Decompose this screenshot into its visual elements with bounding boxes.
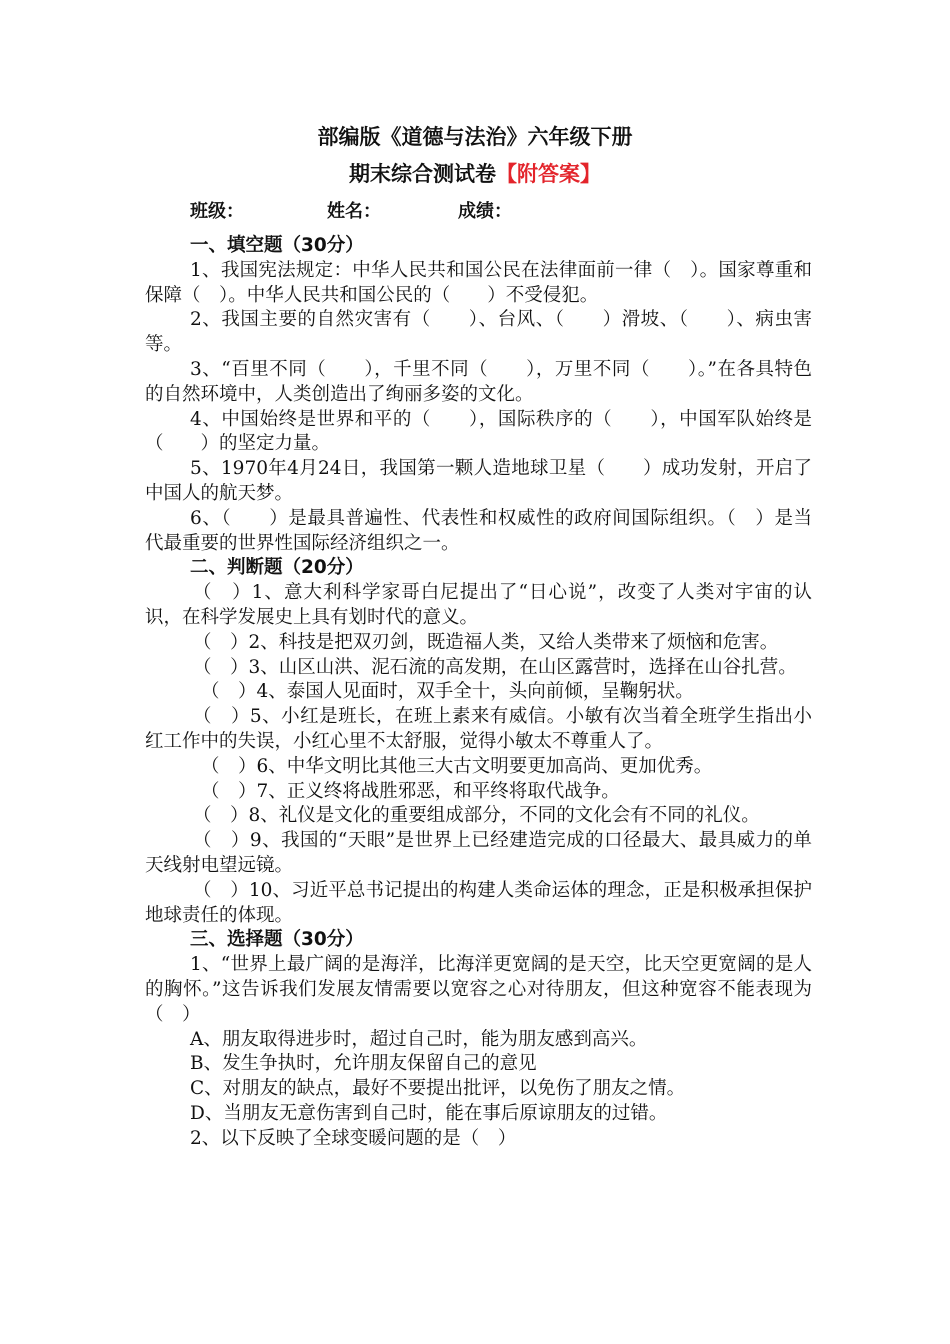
judge-question: （ ）9、我国的“天眼”是世界上已经建造完成的口径最大、最具威力的单天线射电望远镜。	[145, 830, 812, 876]
judge-question: （ ）2、科技是把双刃剑，既造福人类，又给人类带来了烦恼和危害。	[193, 631, 779, 653]
choice-question-stem: 1、“世界上最广阔的是海洋，比海洋更宽阔的是天空，比天空更宽阔的是人的胸怀。”这告诉我们发展友情需要以宽容之心对待朋友，但这种宽容不能表现为（ ）	[145, 954, 812, 1025]
choice-question-stem: 2、以下反映了全球变暖问题的是（ ）	[190, 1127, 517, 1149]
student-info-row	[190, 199, 512, 225]
fill-question: 6、（ ）是最具普遍性、代表性和权威性的政府间国际组织。（ ）是当代最重要的世界性国际经济组织之一。	[145, 507, 812, 554]
judge-question: （ ）10、习近平总书记提出的构建人类命运体的理念，正是积极承担保护地球责任的体现。	[145, 879, 812, 926]
judge-question: （ ）3、山区山洪、泥石流的高发期，在山区露营时，选择在山谷扎营。	[193, 656, 797, 678]
fill-question: 2、我国主要的自然灾害有（ ）、台风、（ ）滑坡、（ ）、病虫害等。	[145, 309, 812, 356]
judge-question: （ ）8、礼仪是文化的重要组成部分，不同的文化会有不同的礼仪。	[193, 805, 760, 827]
title-line-2: 期末综合测试卷	[349, 162, 496, 186]
class-label: 班级：	[190, 201, 244, 222]
judge-question: （ ）4、泰国人见面时，双手全十，头向前倾，呈鞠躬状。	[201, 681, 694, 703]
fill-question: 5、1970年4月24日，我国第一颗人造地球卫星（ ）成功发射，开启了中国人的航天梦。	[145, 458, 812, 504]
page-title	[0, 123, 950, 151]
section-heading-judge: 二、判断题（20分）	[190, 557, 364, 579]
answer-key-highlight: 【附答案】	[496, 162, 601, 186]
exam-body	[145, 234, 812, 1151]
fill-question: 1、我国宪法规定：中华人民共和国公民在法律面前一律（ ）。国家尊重和保障（ ）。中华人民共和国公民的（ ）不受侵犯。	[145, 259, 812, 306]
judge-question: （ ）5、小红是班长，在班上素来有威信。小敏有次当着全班学生指出小红工作中的失误，小红心里不太舒服，觉得小敏太不尊重人了。	[145, 706, 812, 752]
score-label: 成绩：	[458, 201, 512, 222]
judge-question: （ ）7、正义终将战胜邪恶，和平终将取代战争。	[201, 780, 620, 802]
title-line-1: 部编版《道德与法治》六年级下册	[317, 125, 633, 149]
section-heading-choice: 三、选择题（30分）	[190, 929, 364, 951]
judge-question: （ ）6、中华文明比其他三大古文明要更加高尚、更加优秀。	[201, 755, 713, 777]
choice-option-d: D、当朋友无意伤害到自己时，能在事后原谅朋友的过错。	[190, 1102, 668, 1124]
judge-question: （ ）1、意大利科学家哥白尼提出了“日心说”，改变了人类对宇宙的认识，在科学发展史上具有划时代的意义。	[145, 582, 812, 628]
name-label: 姓名：	[327, 201, 381, 222]
fill-question: 4、中国始终是世界和平的（ ），国际秩序的（ ），中国军队始终是（ ）的坚定力量。	[145, 408, 812, 455]
fill-question: 3、“百里不同（ ），千里不同（ ），万里不同（ ）。”在各具特色的自然环境中，人类创造出了绚丽多姿的文化。	[145, 358, 812, 405]
section-heading-fill: 一、填空题（30分）	[190, 235, 364, 256]
page-subtitle	[0, 160, 950, 188]
choice-option-c: C、对朋友的缺点，最好不要提出批评，以免伤了朋友之情。	[190, 1078, 686, 1100]
choice-option-a: A、朋友取得进步时，超过自己时，能为朋友感到高兴。	[190, 1028, 648, 1050]
choice-option-b: B、发生争执时，允许朋友保留自己的意见	[190, 1053, 537, 1075]
